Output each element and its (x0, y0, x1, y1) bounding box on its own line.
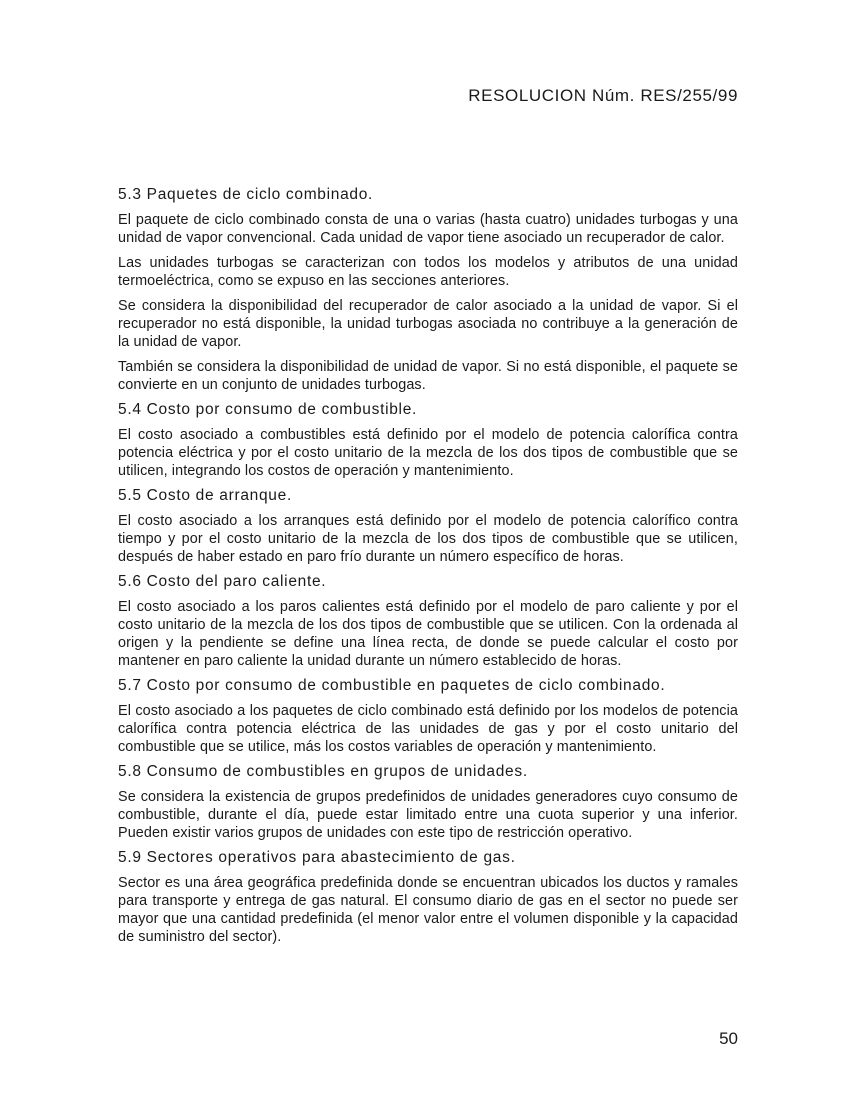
section-heading: 5.8 Consumo de combustibles en grupos de unidades. (118, 763, 528, 780)
section-paragraph: Se considera la disponibilidad del recuperador de calor asociado a la unidad de vapor. Si el recuperador no está disponible, la unidad turbogas asociada no contribuye a la generación de la unidad de vapor. (118, 298, 738, 350)
section (118, 401, 738, 480)
section-paragraph: También se considera la disponibilidad de unidad de vapor. Si no está disponible, el paquete se convierte en un conjunto de unidades turbogas. (118, 359, 738, 393)
section-paragraph: Se considera la existencia de grupos predefinidos de unidades generadores cuyo consumo de combustible, durante el día, puede estar limitado entre una cuota superior y una inferior. Pueden existir varios grupos de unidades con este tipo de restricción operativo. (118, 789, 738, 841)
section-paragraph: El costo asociado a los paros calientes está definido por el modelo de paro caliente y por el costo unitario de la mezcla de los dos tipos de combustible que se utilicen. Con la ordenada al origen y la pendiente se define una línea recta, de donde se puede calcular el costo por mantener en paro caliente la unidad durante un número establecido de horas. (118, 599, 738, 669)
section-paragraph: El costo asociado a combustibles está definido por el modelo de potencia calorífica contra potencia eléctrica y por el costo unitario de la mezcla de los dos tipos de combustible que se utilicen, integrando los costos de operación y mantenimiento. (118, 427, 738, 479)
document-body (118, 179, 738, 946)
page-number: 50 (719, 1029, 738, 1048)
document-header-title: RESOLUCION Núm. RES/255/99 (468, 86, 738, 105)
section-paragraph: El paquete de ciclo combinado consta de una o varias (hasta cuatro) unidades turbogas y una unidad de vapor convencional. Cada unidad de vapor tiene asociado un recuperador de calor. (118, 212, 738, 246)
section (118, 573, 738, 670)
section (118, 677, 738, 756)
section-heading: 5.3 Paquetes de ciclo combinado. (118, 186, 374, 203)
section-heading: 5.5 Costo de arranque. (118, 487, 292, 504)
section-paragraph: El costo asociado a los paquetes de ciclo combinado está definido por los modelos de potencia calorífica contra potencia eléctrica de las unidades de gas y por el costo unitario del combustible que se utilice, más los costos variables de operación y mantenimiento. (118, 703, 738, 755)
section-heading: 5.9 Sectores operativos para abastecimiento de gas. (118, 849, 516, 866)
section-heading: 5.6 Costo del paro caliente. (118, 573, 327, 590)
section (118, 763, 738, 842)
section (118, 186, 738, 394)
section-paragraph: Las unidades turbogas se caracterizan con todos los modelos y atributos de una unidad termoeléctrica, como se expuso en las secciones anteriores. (118, 255, 738, 289)
section-heading: 5.4 Costo por consumo de combustible. (118, 401, 418, 418)
section-heading: 5.7 Costo por consumo de combustible en paquetes de ciclo combinado. (118, 677, 666, 694)
section (118, 487, 738, 566)
section-paragraph: Sector es una área geográfica predefinida donde se encuentran ubicados los ductos y ramales para transporte y entrega de gas natural. El consumo diario de gas en el sector no puede ser mayor que una cantidad predefinida (el menor valor entre el volumen disponible y la capacidad de suministro del sector). (118, 875, 738, 945)
section (118, 849, 738, 946)
section-paragraph: El costo asociado a los arranques está definido por el modelo de potencia calorífico contra tiempo y por el costo unitario de la mezcla de los dos tipos de combustible que se utilicen, después de haber estado en paro frío durante un número específico de horas. (118, 513, 738, 565)
